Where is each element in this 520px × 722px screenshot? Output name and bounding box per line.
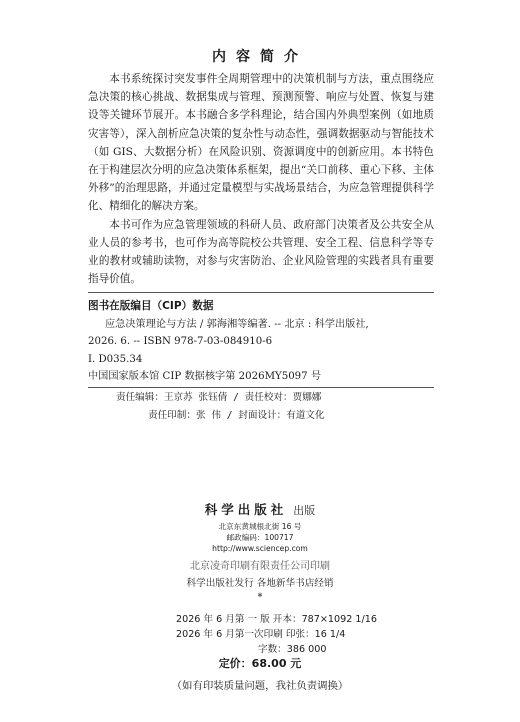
publisher-address: 北京东黄城根北街 16 号 [218,522,302,531]
price-line: 定价：68.00 元 [218,657,302,670]
page-title: 内容简介 [212,49,308,65]
production-line: 责任印制：张 伟 / 封面设计：有道文化 [148,410,325,421]
edition-line-3: 字数：386 000 [258,644,327,655]
separator-star: * [257,592,263,603]
publisher-postcode: 邮政编码：100717 [226,533,294,542]
publisher-website: http://www.sciencep.com [212,544,308,553]
cip-line-title: 应急决策理论与方法 / 郭海湘等编著. -- 北京 : 科学出版社, [105,318,369,330]
cip-line-record-number: 中国国家版本馆 CIP 数据核字第 2026MY5097 号 [88,371,322,383]
publisher-suffix: 出版 [293,504,316,517]
abstract-paragraph-1: 本书系统探讨突发事件全周期管理中的决策机制与方法，重点围绕应急决策的核心挑战、数据集成与管理、预测预警、响应与处置、恢复与建设等关键环节展开。本书融合多学科理论，结合国内外典型案例（如地质灾害等），深入剖析应急决策的复杂性与动态性，强调数据驱动与智能技术（如 GIS、大数据分析）在风险识别、资源调度中的创新应用。本书特色在于构建层次分明的应急决策体系框架，提出“关口前移、重心下移、主体外移”的治理思路，并通过定量模型与实战场景结合，为应急管理提供科学化、精细化的解决方案。 [88,73,434,213]
book-abstract [88,70,434,288]
cip-line-isbn: 2026. 6. -- ISBN 978-7-03-084910-6 [88,336,273,348]
edition-line-2: 2026 年 6 月第一次印刷 印张：16 1/4 [176,629,346,640]
cip-line-classification: Ⅰ. D035.34 [88,353,143,365]
abstract-paragraph-2: 本书可作为应急管理领域的科研人员、政府部门决策者及公共安全从业人员的参考书，也可作为高等院校公共管理、安全工程、信息科学等专业的教材或辅助读物，对参与灾害防治、企业风险管理的实践者具有重要指导价值。 [88,218,434,286]
cip-header: 图书在版编目（CIP）数据 [88,300,214,312]
printer-line: 北京凌奇印刷有限责任公司印刷 [190,561,330,572]
cip-data-block [88,298,434,386]
editors-line: 责任编辑：王京苏 张钰倩 / 责任校对：贾娜娜 [116,392,322,403]
quality-notice: （如有印装质量问题，我社负责调换） [171,680,349,692]
staff-credits [88,389,434,425]
publisher-block [0,500,520,554]
publisher-name-text: 科学出版社 [204,502,288,517]
edition-line-1: 2026 年 6 月第 一 版 开本：787×1092 1/16 [176,614,377,625]
cip-bottom-divider [88,387,434,388]
cip-top-divider [88,292,434,293]
publisher-name [0,500,520,518]
distribution-line: 科学出版社发行 各地新华书店经销 [186,578,334,589]
